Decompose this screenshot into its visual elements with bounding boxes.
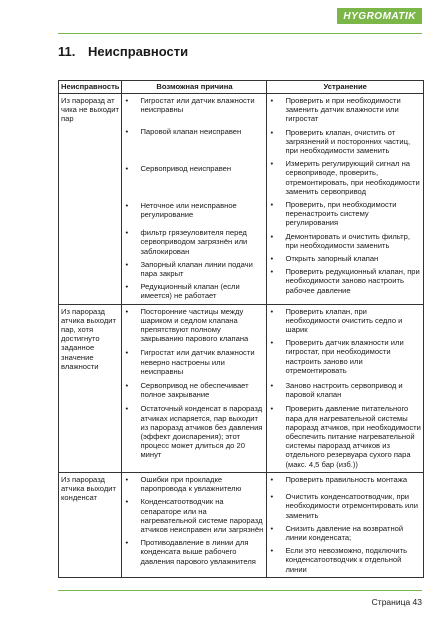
- header-cause: Возможная причина: [122, 81, 267, 94]
- cause-cell: [122, 94, 267, 305]
- remedy-item: • Измерить регулирующий сигнал на сервоприводе, проверить, отремонтировать, при необходимости заменить сервопривод: [269, 159, 421, 196]
- section-heading: [58, 44, 188, 59]
- remedy-cell: [267, 472, 424, 577]
- cause-item: • Гигростат или датчик влажности неисправны: [124, 96, 264, 114]
- cause-item: • Сервопривод неисправен: [124, 164, 264, 173]
- remedy-item: • Если это невозможно, подключить конденсатоотводчик к отдельной линии: [269, 546, 421, 574]
- table-header-row: [59, 81, 424, 94]
- table-row: [59, 472, 424, 577]
- cause-item: • Запорный клапан линии подачи пара закрыт: [124, 260, 264, 278]
- remedy-item: • Открыть запорный клапан: [269, 254, 421, 263]
- cause-item: • Редукционный клапан (если имеется) не работает: [124, 282, 264, 300]
- page-number: Страница 43: [371, 597, 422, 607]
- cause-cell: [122, 304, 267, 472]
- remedy-item: • Заново настроить сервопривод и паровой клапан: [269, 381, 421, 399]
- table-row: [59, 304, 424, 472]
- remedy-item: • Очистить конденсатоотводчик, при необходимости отремонтировать или заменить: [269, 492, 421, 520]
- remedy-item: • Проверить давление питательного пара для нагревательной системы пароразд атчиков, при необходимости обеспечить питание нагревательной системы пароразд атчиков из отдельного резервуара сухого пара (макс. 4,5 бар (изб.)): [269, 404, 421, 468]
- remedy-item: • Проверить редукционный клапан, при необходимости заново настроить рабочее давление: [269, 267, 421, 295]
- header-fault: Неисправность: [59, 81, 122, 94]
- cause-cell: [122, 472, 267, 577]
- fault-cell: Из пароразд ат чика не выходит пар: [59, 94, 122, 305]
- hygromatik-logo: HYGROMATIK: [337, 8, 422, 24]
- fault-table: [58, 80, 424, 578]
- remedy-cell: [267, 304, 424, 472]
- table-row: [59, 94, 424, 305]
- remedy-item: • Демонтировать и очистить фильтр, при необходимости заменить: [269, 232, 421, 250]
- remedy-cell: [267, 94, 424, 305]
- remedy-item: • Проверить и при необходимости заменить датчик влажности или гигростат: [269, 96, 421, 124]
- cause-item: • Сервопривод не обеспечивает полное закрывание: [124, 381, 264, 399]
- cause-item: • фильтр грязеуловителя перед сервоприводом загрязнён или заблокирован: [124, 228, 264, 256]
- remedy-item: • Снизить давление на возвратной линии конденсата;: [269, 524, 421, 542]
- cause-item: • Ошибки при прокладке паропровода к увлажнителю: [124, 475, 264, 493]
- header-divider: [58, 33, 422, 34]
- fault-cell: Из пароразд атчика выходит пар, хотя достигнуто заданное значение влажности: [59, 304, 122, 472]
- header-remedy: Устранение: [267, 81, 424, 94]
- cause-item: • Неточное или неисправное регулирование: [124, 201, 264, 219]
- cause-item: • Паровой клапан неисправен: [124, 127, 264, 136]
- fault-cell: Из пароразд атчика выходит конденсат: [59, 472, 122, 577]
- remedy-item: • Проверить датчик влажности или гигростат, при необходимости настроить заново или отремонтировать: [269, 338, 421, 375]
- cause-item: • Противодавление в линии для конденсата выше рабочего давления парового увлажнителя: [124, 538, 264, 566]
- footer-divider: [58, 590, 422, 591]
- cause-item: • Остаточный конденсат в пароразд атчиках испаряется, пар выходит из пароразд атчиков без давления (эффект доиспарения); этот процесс может длиться до 20 минут: [124, 404, 264, 459]
- cause-item: • Посторонние частицы между шариком и седлом клапана препятствуют полному закрыванию парового клапана: [124, 307, 264, 344]
- remedy-item: • Проверить клапан, при необходимости очистить седло и шарик: [269, 307, 421, 335]
- header-strip: [0, 0, 446, 8]
- cause-item: • Гигростат или датчик влажности неверно настроены или неисправны: [124, 348, 264, 376]
- remedy-item: • Проверить клапан, очистить от загрязнений и посторонних частиц, при необходимости заменить: [269, 128, 421, 156]
- remedy-item: • Проверить правильность монтажа: [269, 475, 421, 484]
- remedy-item: • Проверить, при необходимости перенастроить систему регулирования: [269, 200, 421, 228]
- section-title: Неисправности: [88, 44, 189, 59]
- cause-item: • Конденсатоотводчик на сепараторе или на нагревательной системе пароразд атчиков неисправен или загрязнён: [124, 497, 264, 534]
- section-number: 11.: [58, 44, 76, 59]
